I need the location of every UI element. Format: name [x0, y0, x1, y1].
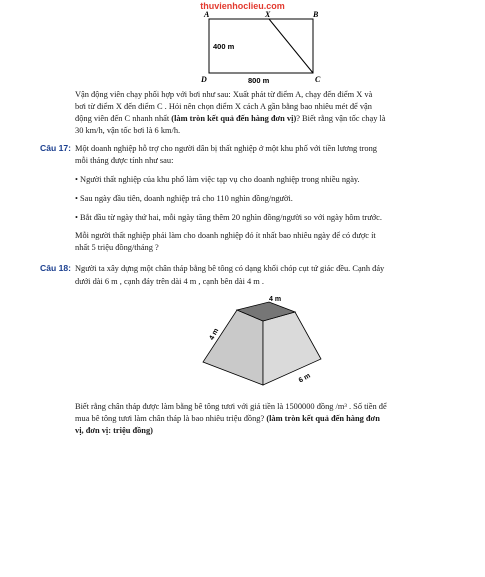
- q17-bullet-3: • Bắt đầu từ ngày thứ hai, mỗi ngày tăng thêm 20 nghìn đồng/người so với ngày hôm trước.: [75, 213, 382, 222]
- intro-line-1: Vận động viên chạy phối hợp với bơi như sau: Xuất phát từ điểm A, chạy đến điểm X và: [75, 90, 373, 99]
- q17-question-1: Mỗi người thất nghiệp phải làm cho doanh nghiệp đó ít nhất bao nhiêu ngày để có được ít: [75, 231, 376, 240]
- intro-line-2: bơi từ điểm X đến điểm C . Hỏi nên chọn điểm X cách A gần bằng bao nhiêu mét để vận: [75, 102, 372, 111]
- intro-rounding-note: (làm tròn kết quả đến hàng đơn vị): [171, 114, 297, 123]
- intro-line-4: 30 km/h, vận tốc bơi là 6 km/h.: [75, 126, 181, 135]
- frustum-top-label: 4 m: [269, 296, 282, 303]
- q17-question-2: nhất 5 triệu đồng/tháng ?: [75, 243, 159, 252]
- intro-line-3a: động viên đến C nhanh nhất: [75, 114, 172, 123]
- intro-line-3: [75, 113, 386, 125]
- q18-unit-note: vị, đơn vị: triệu đồng): [75, 426, 153, 435]
- q17-bullet-2: • Sau ngày đầu tiên, doanh nghiệp trả cho 110 nghìn đồng/người.: [75, 194, 293, 203]
- q17-bullet-1: • Người thất nghiệp của khu phố làm việc tạp vụ cho doanh nghiệp trong nhiều ngày.: [75, 175, 360, 184]
- watermark: thuvienhoclieu.com: [200, 1, 285, 11]
- rectangle-figure: [195, 8, 325, 86]
- q17-line-1: Một doanh nghiệp hỗ trợ cho người dân bị thất nghiệp ở một khu phố với tiền lương trong: [75, 144, 377, 153]
- label-400m: 400 m: [213, 42, 235, 51]
- label-C: C: [315, 75, 321, 84]
- frustum-figure: [195, 294, 335, 389]
- label-D: D: [201, 75, 207, 84]
- label-800m: 800 m: [248, 76, 270, 85]
- q18-label: Câu 18:: [40, 263, 72, 273]
- q18-after-2: [75, 413, 380, 425]
- q18-after-1: Biết rằng chân tháp được làm bằng bê tông tươi với giá tiền là 1500000 đồng /m³ . Số tiền để: [75, 402, 387, 411]
- intro-line-3c: ? Biết rằng vận tốc chạy là: [296, 114, 386, 123]
- frustum-bottom-label: 6 m: [297, 372, 312, 385]
- label-B: B: [313, 10, 319, 19]
- label-X: X: [265, 10, 271, 19]
- q18-line-1: Người ta xây dựng một chân tháp bằng bê tông có dạng khối chóp cụt tứ giác đều. Cạnh đáy: [75, 264, 385, 273]
- q18-line-2: dưới dài 6 m , cạnh đáy trên dài 4 m , cạnh bên dài 4 m .: [75, 277, 264, 286]
- label-A: A: [204, 10, 210, 19]
- q18-rounding-note: (làm tròn kết quả đến hàng đơn: [266, 414, 380, 423]
- q18-after-2a: mua bê tông tươi làm chân tháp là bao nhiêu triệu đồng?: [75, 414, 267, 423]
- q17-label: Câu 17:: [40, 143, 72, 153]
- q18-after-3: [75, 425, 153, 437]
- frustum-side-label: 4 m: [208, 327, 221, 342]
- q17-line-2: mỗi tháng được tính như sau:: [75, 156, 174, 165]
